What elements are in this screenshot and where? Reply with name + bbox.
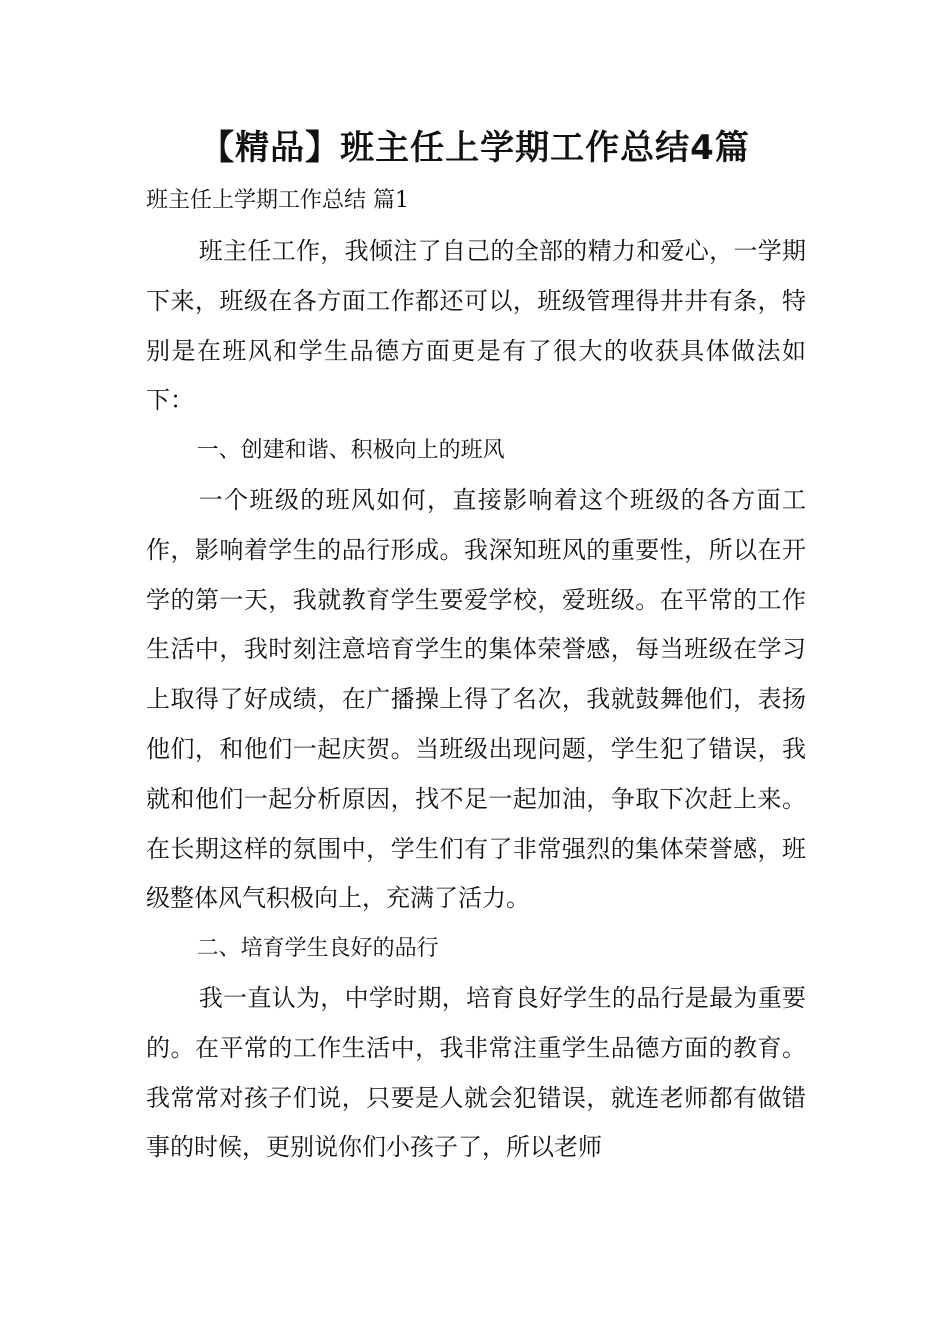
section-heading-1: 一、创建和谐、积极向上的班风	[196, 438, 505, 464]
paragraph-class-spirit: 一个班级的班风如何，直接影响着这个班级的各方面工作，影响着学生的品行形成。我深知班风的重要性，所以在开学的第一天，我就教育学生要爱学校，爱班级。在平常的工作生活中，我时刻注意培育学生的集体荣誉感，每当班级在学习上取得了好成绩，在广播操上得了名次，我就鼓舞他们，表扬他们，和他们一起庆贺。当班级出现问题，学生犯了错误，我就和他们一起分析原因，找不足一起加油，争取下次赶上来。在长期这样的氛围中，学生们有了非常强烈的集体荣誉感，班级整体风气积极向上，充满了活力。	[146, 485, 806, 913]
section-heading-2: 二、培育学生良好的品行	[196, 936, 439, 962]
document-title: 【精品】班主任上学期工作总结4篇	[200, 128, 750, 168]
paragraph-student-conduct: 我一直认为，中学时期，培育良好学生的品行是最为重要的。在平常的工作生活中，我非常注重学生品德方面的教育。我常常对孩子们说，只要是人就会犯错误，就连老师都有做错事的时候，更别说你们小孩子了，所以老师	[146, 983, 806, 1162]
document-body	[146, 227, 806, 1173]
document-subtitle: 班主任上学期工作总结 篇1	[146, 188, 409, 213]
paragraph-intro: 班主任工作，我倾注了自己的全部的精力和爱心，一学期下来，班级在各方面工作都还可以，班级管理得井井有条，特别是在班风和学生品德方面更是有了很大的收获具体做法如下：	[146, 237, 806, 415]
